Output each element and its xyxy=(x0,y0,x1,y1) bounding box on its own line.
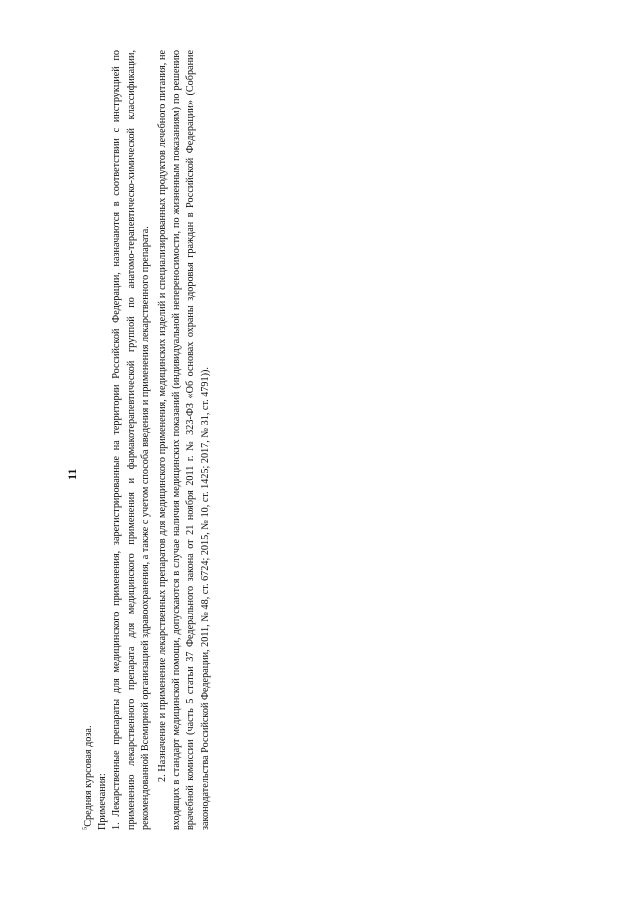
footnote-marker: 5 xyxy=(81,826,89,830)
page-number: 11 xyxy=(65,468,79,480)
footnote xyxy=(82,50,96,830)
footnote-text: Средняя курсовая доза. xyxy=(83,725,94,827)
note-item-2: 2. Назначение и применение лекарственных препаратов для медицинского применения, медицинских изделий и специализированных продуктов лечебного питания, не входящих в стандарт медицинской помощи, допускаются в случае наличия медицинских показаний (индивидуальной непереносимости, по жизненным показаниям) по решению врачебной комиссии (часть 5 статьи 37 Федерального закона от 21 ноября 2011 г. № 323-ФЗ «Об основах охраны здоровья граждан в Российской Федерации» (Собрание законодательства Российской Федерации, 2011, № 48, ст. 6724; 2015, № 10, ст. 1425; 2017, № 31, ст. 4791)). xyxy=(157,50,211,830)
rotated-text-block xyxy=(62,50,213,830)
note-item-1: 1. Лекарственные препараты для медицинского применения, зарегистрированные на территории Российской Федерации, назначаются в соответствии с инструкцией по применению лекарственного препарата для медицинского применения и фармакотерапевтической группой по анатомо-терапевтическо-химической классификации, рекомендованной Всемирной организацией здравоохранения, а также с учетом способа введения и применения лекарственного препарата. xyxy=(111,50,151,830)
notes-heading: Примечания: xyxy=(97,773,109,830)
